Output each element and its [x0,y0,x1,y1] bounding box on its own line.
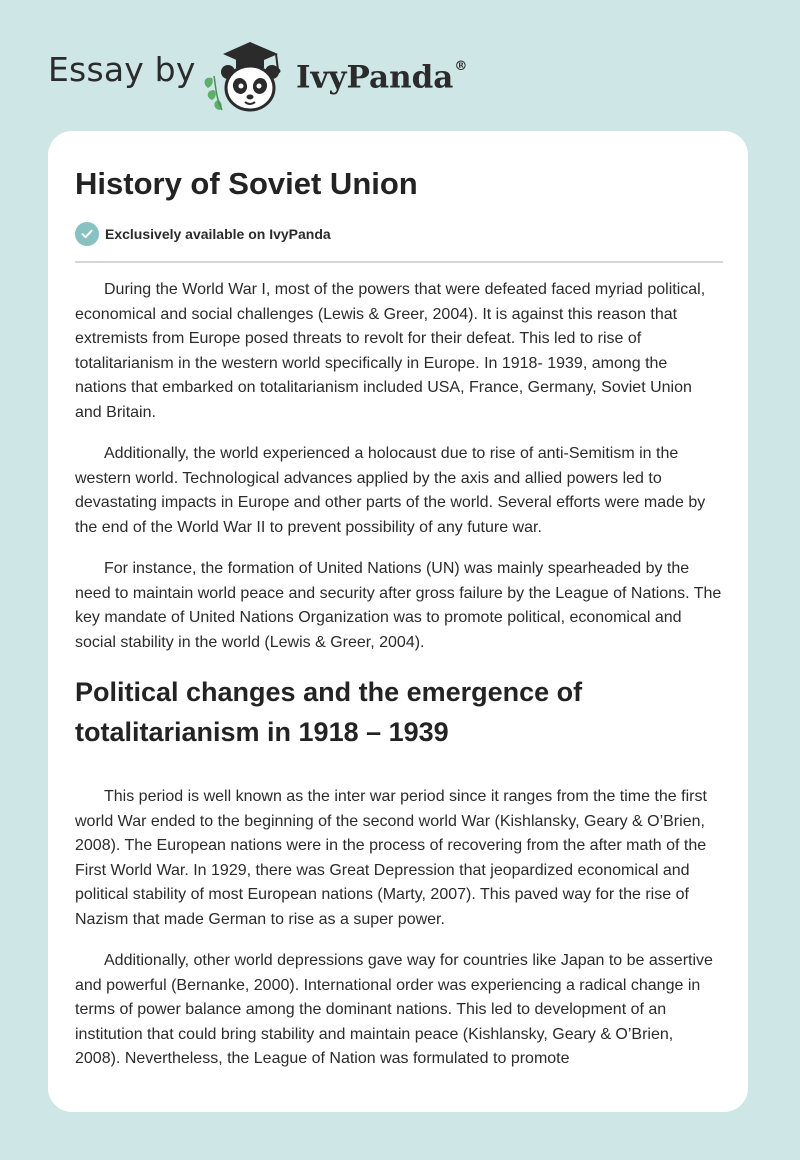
site-header [0,0,800,120]
exclusive-badge [75,222,331,246]
brand-name[interactable] [296,53,467,97]
article-card [48,131,748,1112]
exclusive-badge-label: Exclusively available on IvyPanda [105,226,331,242]
paragraph: During the World War I, most of the powers that were defeated faced myriad political, economical and social challenges (Lewis & Greer, 2004). It is against this reason that extremists from Europe posed threats to revolt for their defeat. This led to rise of totalitarianism in the western world specifically in Europe. In 1918- 1939, among the nations that embarked on totalitarianism included USA, France, Germany, Soviet Union and Britain. [75,281,706,421]
divider [75,261,723,263]
registered-mark: ® [454,59,468,74]
check-circle-icon [75,222,99,246]
paragraph: This period is well known as the inter war period since it ranges from the time the first world War ended to the beginning of the second world War (Kishlansky, Geary & O’Brien, 2008). The European nations were in the process of recovering from the after math of the First World War. In 1929, there was Great Depression that jeopardized economical and political stability of most European nations (Marty, 2007). This paved way for the rise of Nazism that made German to rise as a super power. [75,788,707,928]
page-title: History of Soviet Union [75,166,418,201]
paragraph: Additionally, other world depressions gave way for countries like Japan to be assertive and powerful (Bernanke, 2000). International order was experiencing a radical change in terms of power balance among the dominant nations. This led to development of an institution that could bring stability and maintain peace (Kishlansky, Geary & O’Brien, 2008). Nevertheless, the League of Nation was formulated to promote [75,952,713,1067]
panda-graduate-logo-icon[interactable] [198,36,292,114]
article-body [75,278,723,1089]
paragraph: Additionally, the world experienced a holocaust due to rise of anti-Semitism in the western world. Technological advances applied by the axis and allied powers led to devastating impacts in Europe and other parts of the world. Several efforts were made by the end of the World War II to prevent possibility of any future war. [75,445,706,536]
brand-name-text: IvyPanda [296,59,454,96]
section-heading: Political changes and the emergence of totalitarianism in 1918 – 1939 [75,677,583,747]
essay-by-label: Essay by [48,50,196,89]
paragraph: For instance, the formation of United Nations (UN) was mainly spearheaded by the need to maintain world peace and security after gross failure by the League of Nations. The key mandate of United Nations Organization was to promote political, economical and social stability in the world (Lewis & Greer, 2004). [75,560,722,651]
